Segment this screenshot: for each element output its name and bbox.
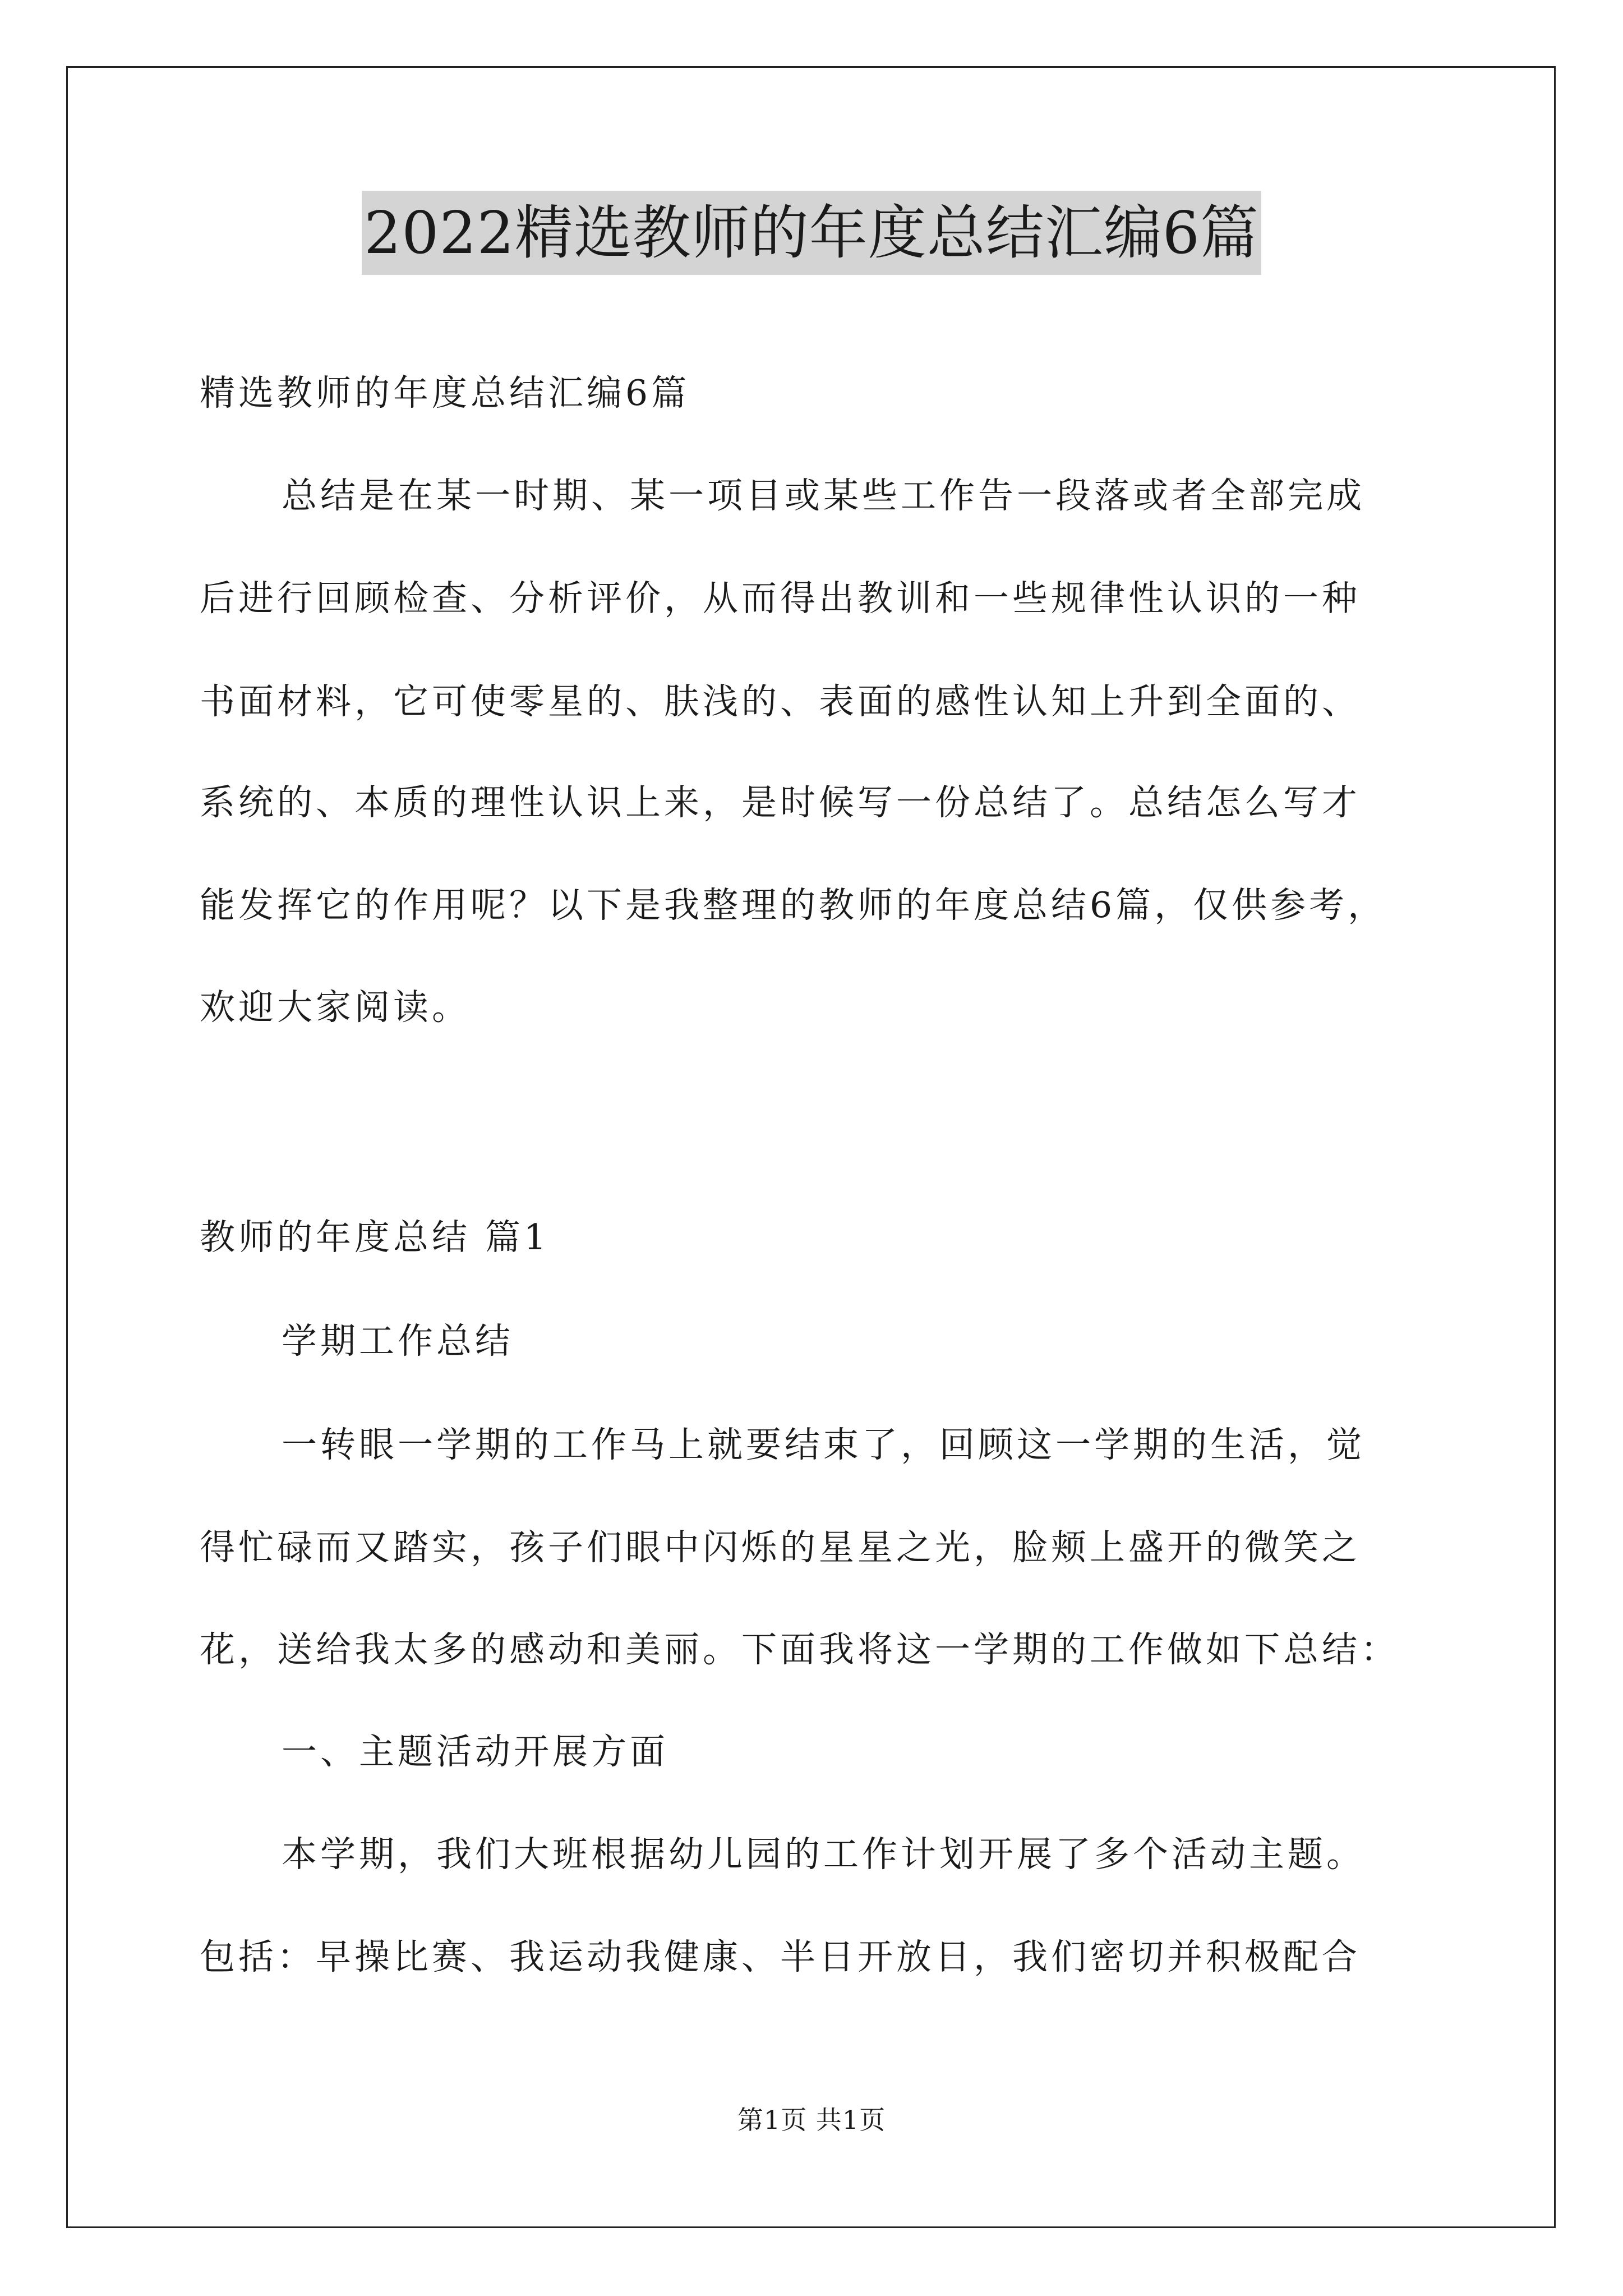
intro-line: 欢迎大家阅读。 xyxy=(200,987,471,1028)
subtitle: 精选教师的年度总结汇编6篇 xyxy=(200,372,690,413)
document-title xyxy=(0,191,1623,275)
title-text: 2022精选教师的年度总结汇编6篇 xyxy=(362,191,1261,275)
intro-line: 系统的、本质的理性认识上来，是时候写一份总结了。总结怎么写才 xyxy=(200,782,1361,823)
section-subheading: 学期工作总结 xyxy=(282,1320,514,1361)
intro-line: 总结是在某一时期、某一项目或某些工作告一段落或者全部完成 xyxy=(282,475,1365,516)
section-line: 花，送给我太多的感动和美丽。下面我将这一学期的工作做如下总结： xyxy=(200,1629,1399,1670)
point-heading: 一、主题活动开展方面 xyxy=(282,1731,668,1772)
point-line: 本学期，我们大班根据幼儿园的工作计划开展了多个活动主题。 xyxy=(282,1834,1365,1875)
intro-line: 书面材料，它可使零星的、肤浅的、表面的感性认知上升到全面的、 xyxy=(200,681,1361,722)
point-line: 包括：早操比赛、我运动我健康、半日开放日，我们密切并积极配合 xyxy=(200,1936,1361,1977)
section-line: 得忙碌而又踏实，孩子们眼中闪烁的星星之光，脸颊上盛开的微笑之 xyxy=(200,1527,1361,1568)
intro-line: 能发挥它的作用呢？以下是我整理的教师的年度总结6篇，仅供参考， xyxy=(200,885,1387,926)
page-number: 第1页 共1页 xyxy=(737,2105,886,2135)
section-heading: 教师的年度总结 篇1 xyxy=(200,1217,550,1258)
section-line: 一转眼一学期的工作马上就要结束了，回顾这一学期的生活，觉 xyxy=(282,1424,1365,1465)
page-footer xyxy=(0,2100,1623,2137)
intro-line: 后进行回顾检查、分析评价，从而得出教训和一些规律性认识的一种 xyxy=(200,578,1361,619)
